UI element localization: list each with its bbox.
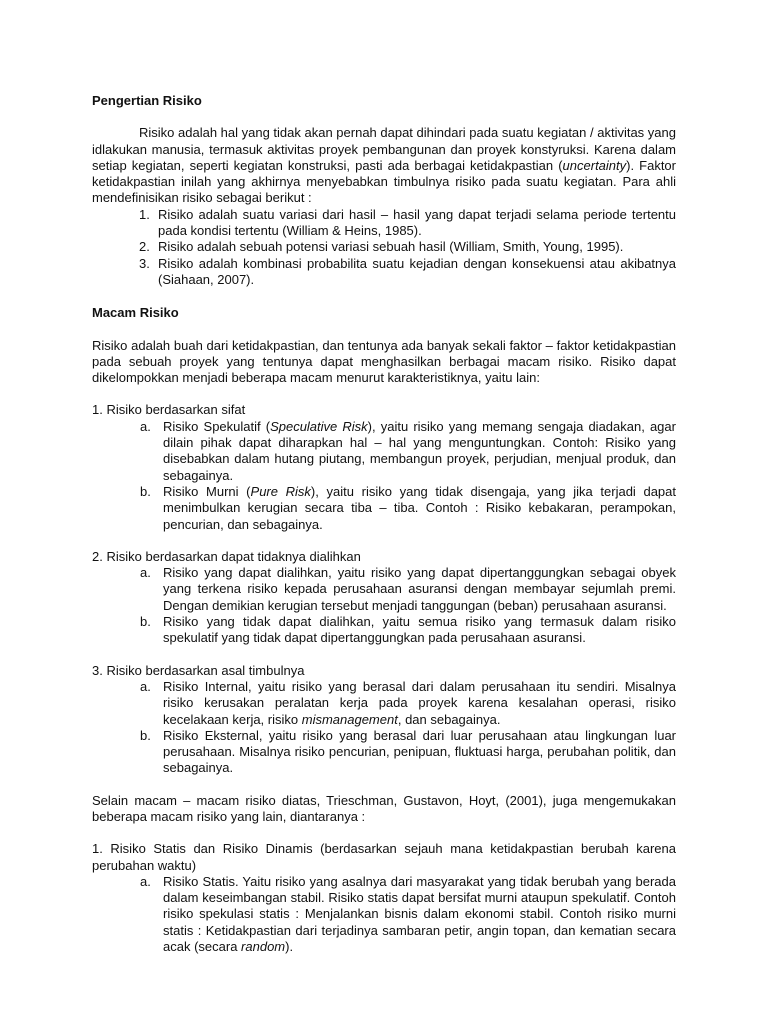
group3-list: [92, 679, 676, 777]
macam-intro-paragraph: Risiko adalah buah dari ketidakpastian, dan tentunya ada banyak sekali faktor – faktor ketidakpastian pada sebuah proyek yang tentunya dapat menghasilkan berbagai macam risiko. Risiko dapat dikelompokkan menjadi beberapa macam menurut karakteristiknya, yaitu lain:: [92, 337, 676, 386]
group2-item-a: a. Risiko yang dapat dialihkan, yaitu risiko yang dapat dipertanggungkan sebagai obyek yang terkena risiko kepada perusahaan asuransi dengan membayar sejumlah premi. Dengan demikian kerugian tersebut menjadi tanggungan (beban) perusahaan asuransi.: [140, 565, 676, 613]
group1-item-b: b. Risiko Murni (Pure Risk), yaitu risiko yang tidak disengaja, yang jika terjadi dapat menimbulkan kerugian secara tiba – tiba. Contoh : Risiko kebakaran, perampokan, pencurian, dan sebagainya.: [140, 483, 676, 532]
definition-item-3: 3. Risiko adalah kombinasi probabilita suatu kejadian dengan konsekuensi atau akibatnya (Siahaan, 2007).: [139, 255, 676, 287]
group4-item-a: a. Risiko Statis. Yaitu risiko yang asalnya dari masyarakat yang tidak berubah yang berada dalam keseimbangan stabil. Risiko statis dapat bersifat murni ataupun spekulatif. Contoh risiko spekulasi statis : Menjalankan bisnis dalam ekonomi stabil. Contoh risiko murni statis : Ketidakpastian dari terjadinya sambaran petir, angin topan, dan kematian secara acak (secara random).: [140, 873, 676, 955]
group3-item-b: b. Risiko Eksternal, yaitu risiko yang berasal dari luar perusahaan atau lingkungan luar perusahaan. Misalnya risiko pencurian, penipuan, fluktuasi harga, perubahan politik, dan sebagainya.: [140, 727, 676, 776]
selain-paragraph: Selain macam – macam risiko diatas, Trieschman, Gustavon, Hoyt, (2001), juga mengemukakan beberapa macam risiko yang lain, diantaranya :: [92, 792, 676, 824]
definition-list: [92, 207, 676, 288]
heading-macam-risiko: Macam Risiko: [92, 305, 179, 321]
heading-pengertian-risiko: Pengertian Risiko: [92, 93, 202, 108]
group3-title: 3. Risiko berdasarkan asal timbulnya: [92, 662, 305, 678]
group4-title: 1. Risiko Statis dan Risiko Dinamis (berdasarkan sejauh mana ketidakpastian berubah karena perubahan waktu): [92, 841, 676, 873]
group1-list: [92, 419, 676, 533]
pengertian-intro-paragraph: Risiko adalah hal yang tidak akan pernah dapat dihindari pada suatu kegiatan / aktivitas yang idlakukan manusia, termasuk aktivitas proyek pembangunan dan proyek konstyruksi. Karena dalam setiap kegiatan, seperti kegiatan konstruksi, pasti ada berbagai ketidakpastian (uncertainty). Faktor ketidakpastian inilah yang akhirnya menyebabkan timbulnya risiko pada suatu kegiatan. Para ahli mendefinisikan risiko sebagai berikut :: [92, 125, 676, 206]
document-page: [92, 93, 676, 955]
definition-item-1: 1. Risiko adalah suatu variasi dari hasil – hasil yang dapat terjadi selama periode tertentu pada kondisi tertentu (William & Heins, 1985).: [139, 206, 676, 239]
group1-title: 1. Risiko berdasarkan sifat: [92, 402, 246, 418]
group1-item-a: a. Risiko Spekulatif (Speculative Risk), yaitu risiko yang memang sengaja diadakan, agar dilain pihak dapat diharapkan hal – hal yang menguntungkan. Contoh: Risiko yang disebabkan dalam hutang piutang, membangun proyek, perjudian, menjual produk, dan sebagainya.: [140, 418, 676, 483]
group2-list: [92, 565, 676, 646]
group4-list: [92, 874, 676, 955]
group3-item-a: a. Risiko Internal, yaitu risiko yang berasal dari dalam perusahaan itu sendiri. Misalnya risiko kerusakan peralatan kerja pada proyek karena kesalahan operasi, risiko kecelakaan kerja, risiko mismanagement, dan sebagainya.: [140, 678, 676, 727]
group2-item-b: b. Risiko yang tidak dapat dialihkan, yaitu semua risiko yang termasuk dalam risiko spekulatif yang tidak dapat dipertanggungkan pada perusahaan asuransi.: [140, 614, 676, 646]
group2-title: 2. Risiko berdasarkan dapat tidaknya dialihkan: [92, 548, 361, 564]
definition-item-2: 2. Risiko adalah sebuah potensi variasi sebuah hasil (William, Smith, Young, 1995).: [139, 239, 624, 255]
